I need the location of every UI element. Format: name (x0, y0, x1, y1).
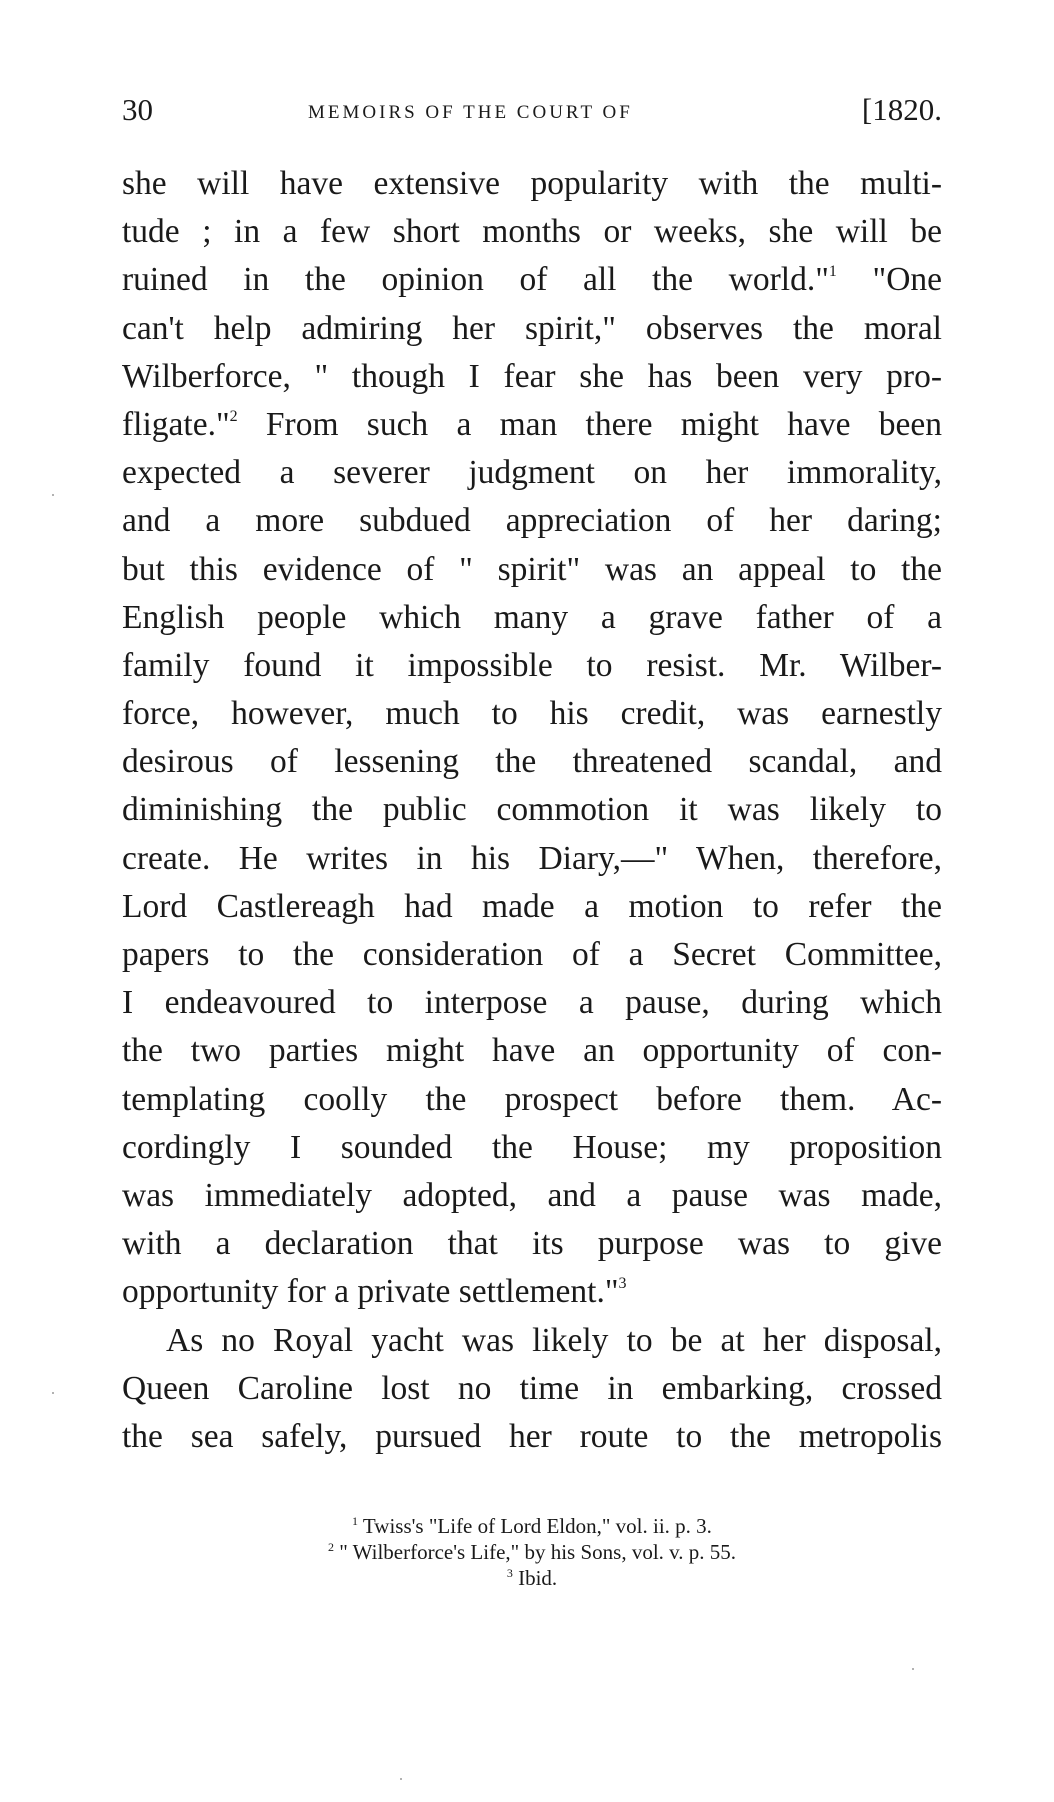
footnote (122, 1539, 942, 1565)
running-title: MEMOIRS OF THE COURT OF (308, 102, 633, 123)
text-line: force, however, much to his credit, was earnestly (122, 695, 942, 733)
text-line: but this evidence of " spirit" was an appeal to the (122, 550, 942, 588)
text-line: the sea safely, pursued her route to the metropolis (122, 1417, 942, 1455)
text-line (122, 1268, 942, 1316)
text-line: and a more subdued appreciation of her daring; (122, 502, 942, 540)
line-text: "One (872, 261, 943, 299)
text-line: papers to the consideration of a Secret Committee, (122, 936, 942, 973)
body-text (122, 160, 942, 1461)
text-line: with a declaration that its purpose was to give (122, 1225, 942, 1263)
footnote-text: Ibid. (518, 1566, 558, 1590)
line-text: fligate." (122, 405, 230, 443)
text-line: As no Royal yacht was likely to be at her disposal, (166, 1321, 942, 1359)
text-line: create. He writes in his Diary,—" When, therefore, (122, 839, 942, 877)
text-line: tude ; in a few short months or weeks, she will be (122, 213, 942, 251)
page-header (122, 92, 942, 138)
text-line: desirous of lessening the threatened scandal, and (122, 743, 942, 781)
text-line: Lord Castlereagh had made a motion to refer the (122, 887, 942, 925)
paper-speck (400, 1778, 402, 1780)
text-line: diminishing the public commotion it was likely to (122, 791, 942, 829)
footnote-mark: 1 (352, 1514, 359, 1528)
text-line: was immediately adopted, and a pause was made, (122, 1176, 942, 1214)
text-line: Queen Caroline lost no time in embarking, crossed (122, 1369, 942, 1407)
text-line: cordingly I sounded the House; my proposition (122, 1128, 942, 1166)
footnote-mark: 2 (327, 1540, 334, 1554)
footnote-ref-2: 2 (229, 407, 238, 425)
line-text: opportunity for a private settlement." (122, 1273, 619, 1311)
footnote-mark: 3 (506, 1566, 513, 1580)
text-line: family found it impossible to resist. Mr. Wilber- (122, 646, 942, 684)
paper-speck (912, 1668, 914, 1670)
text-line: I endeavoured to interpose a pause, during which (122, 984, 942, 1022)
page-number: 30 (122, 92, 153, 127)
text-line (122, 256, 942, 304)
footnote-text: Twiss's "Life of Lord Eldon," vol. ii. p. 3. (362, 1514, 712, 1538)
paper-speck (52, 494, 54, 496)
footnote-ref-1: 1 (828, 263, 837, 281)
text-line: Wilberforce, " though I fear she has been very pro- (122, 357, 942, 395)
paper-speck (52, 1392, 54, 1394)
text-line: English people which many a grave father of a (122, 598, 942, 636)
text-line: templating coolly the prospect before them. Ac- (122, 1080, 942, 1118)
line-text: From such a man there might have been (265, 405, 942, 443)
line-text: ruined in the opinion of all the world." (122, 261, 829, 299)
footnotes (122, 1513, 942, 1591)
footnote-ref-3: 3 (618, 1275, 627, 1293)
text-line: the two parties might have an opportunity of con- (122, 1032, 942, 1070)
footnote (122, 1565, 942, 1591)
text-line: expected a severer judgment on her immorality, (122, 454, 942, 492)
text-line (122, 401, 942, 449)
header-year: [1820. (861, 92, 942, 127)
text-line: she will have extensive popularity with the multi- (122, 165, 942, 202)
footnote (122, 1513, 942, 1539)
footnote-text: " Wilberforce's Life," by his Sons, vol. v. p. 55. (339, 1540, 737, 1564)
text-line: can't help admiring her spirit," observes the moral (122, 309, 942, 347)
